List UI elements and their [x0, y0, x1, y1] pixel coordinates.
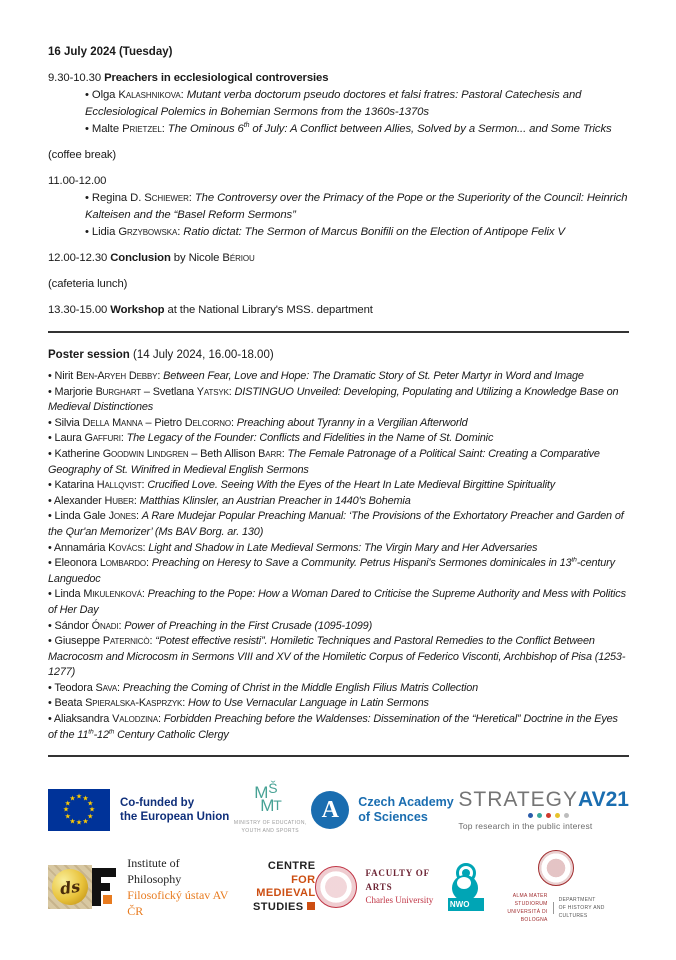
text-segment: Light and Shadow in Late Medieval Sermons: The Virgin Mary and Her Adversaries — [148, 541, 538, 554]
program-group — [48, 250, 629, 267]
text-segment: : — [182, 697, 189, 710]
strategy-dot-icon — [564, 813, 569, 818]
text-segment: 9.30-10.30 — [48, 72, 105, 84]
text-segment: Jones — [108, 510, 136, 523]
text-segment: Hallqvist — [96, 479, 142, 492]
strategy-dot-icon — [537, 813, 542, 818]
cms-square-icon — [307, 902, 315, 910]
eu-label-line1: Co-funded by — [120, 796, 195, 809]
poster-list — [48, 369, 629, 743]
msmt-letter: T — [273, 797, 282, 814]
text-segment: Della Manna — [82, 416, 143, 429]
text-segment: • Giuseppe — [48, 635, 103, 648]
text-segment: of July: A Conflict between Allies, Solved by a Sermon... and Some Tricks — [249, 123, 612, 135]
poster-heading-date: (14 July 2024, 16.00-18.00) — [129, 349, 274, 361]
text-segment: • Eleonora — [48, 557, 100, 570]
strategy-wordmark — [458, 789, 629, 811]
text-segment: Matthias Klinsler, an Austrian Preacher in 1440's Bohemia — [139, 494, 411, 507]
text-segment: (coffee break) — [48, 149, 117, 161]
bologna-logo — [484, 850, 629, 924]
philosophy-label-cz: Filosofický ústav AV ČR — [127, 888, 229, 919]
text-segment: 11.00-12.00 — [48, 175, 107, 187]
eu-flag-icon — [48, 789, 110, 831]
text-segment: Preaching about Tyranny in a Vergilian Afterworld — [236, 416, 468, 429]
text-segment: Preaching to the Pope: How a Woman Dared to Criticise the Supreme Authority and Mess with Politics of Her Day — [48, 588, 626, 616]
poster-entry — [48, 509, 629, 540]
text-segment: Goodwin Lindgren — [102, 447, 189, 460]
poster-entry — [48, 385, 629, 416]
text-segment: : — [281, 447, 288, 460]
text-segment: -century Languedoc — [48, 557, 615, 585]
poster-entry — [48, 431, 629, 447]
poster-entry — [48, 634, 629, 681]
text-segment: Crucified Love. Seeing With the Eyes of the Heart In Late Medieval Birgittine Spirituality — [147, 479, 556, 492]
eu-star-icon: ★ — [62, 806, 70, 814]
text-segment: Ben-Aryeh Debby — [76, 370, 158, 382]
text-segment: Preachers in ecclesiological controversies — [104, 72, 329, 84]
eu-star-icon: ★ — [75, 793, 83, 801]
text-segment: : — [157, 370, 164, 382]
text-segment: : — [228, 385, 235, 398]
text-segment: at the National Library's MSS. department — [164, 304, 373, 316]
program-group — [48, 276, 629, 293]
eu-star-icon: ★ — [87, 813, 94, 821]
text-segment: 13.30-15.00 — [48, 304, 111, 316]
text-segment: • Teodora — [48, 681, 96, 694]
text-segment: • Malte — [85, 123, 123, 135]
text-segment: Workshop — [110, 304, 165, 316]
f-top-bar — [92, 868, 116, 877]
eu-star-icon: ★ — [69, 795, 76, 803]
text-segment: : — [158, 713, 164, 726]
text-segment: • Beata — [48, 697, 86, 710]
program-line — [48, 147, 629, 164]
text-segment: : — [149, 635, 156, 648]
strategy-tagline: Top research in the public interest — [458, 821, 593, 832]
eu-star-icon: ★ — [82, 795, 89, 803]
text-segment: How to Use Vernacular Language in Latin Sermons — [188, 697, 429, 710]
text-segment: : — [161, 123, 168, 135]
text-segment: Yatsyk — [196, 385, 229, 398]
eu-star-icon: ★ — [64, 813, 71, 821]
ims-seal-letters: ds — [50, 867, 91, 908]
program-line — [85, 224, 629, 241]
charles-university-logo — [315, 866, 447, 908]
poster-entry — [48, 447, 629, 478]
msmt-caption-line2: YOUTH AND SPORTS — [241, 827, 299, 834]
text-segment: Forbidden Preaching before the Waldenses: Dissemination of the “Heretical” Doctrine in the Eyes of the 11 — [48, 713, 618, 741]
text-segment: : — [146, 557, 152, 570]
bologna-seal-icon — [538, 850, 574, 886]
text-segment: Grzybowska — [118, 226, 178, 238]
eu-label-line2: the European Union — [120, 811, 230, 824]
text-segment: • Linda Gale — [48, 510, 109, 523]
text-segment: (cafeteria lunch) — [48, 278, 128, 290]
eu-star-icon: ★ — [82, 818, 89, 825]
text-segment: Ratio dictat: The Sermon of Marcus Bonifili on the Election of Antipope Felix V — [183, 226, 565, 238]
text-segment: Preaching the Coming of Christ in the Middle English Filius Matris Collection — [122, 681, 479, 694]
text-segment: Century Catholic Clergy — [114, 728, 229, 741]
charles-university-seal-icon — [315, 866, 357, 908]
text-segment: -12 — [93, 728, 109, 741]
program-group — [48, 173, 629, 241]
text-segment: : — [117, 681, 123, 694]
poster-session-heading — [48, 349, 629, 361]
text-segment: • Olga — [85, 89, 119, 101]
text-segment: • Linda — [48, 588, 84, 601]
czech-academy-emblem-icon — [311, 791, 349, 829]
cas-label — [358, 795, 453, 825]
text-segment: Spieralska-Kasprzyk — [85, 697, 183, 710]
program-group — [48, 302, 629, 319]
text-segment: : — [180, 89, 187, 101]
text-segment: • Katarina — [48, 479, 97, 492]
program-line — [85, 87, 629, 121]
text-segment: : — [188, 192, 195, 204]
text-segment: Mikulenková — [83, 588, 142, 601]
text-segment: The Controversy over the Primacy of the Pope or the Superiority of the Council: Heinrich Kalteisen and the “Basel Reform Sermons” — [85, 192, 628, 221]
cms-line1: CENTRE — [267, 859, 316, 872]
program-group — [48, 147, 629, 164]
institute-of-philosophy-logo — [92, 855, 235, 920]
cas-letter: A — [321, 796, 339, 823]
text-segment: : — [120, 432, 127, 445]
text-segment: Bériou — [222, 252, 255, 264]
logo-row-1 — [48, 781, 629, 839]
text-segment: : — [133, 494, 140, 507]
text-segment: Kalashnikova — [118, 89, 181, 101]
text-segment: The Ominous 6 — [167, 123, 244, 135]
eu-star-icon: ★ — [88, 806, 96, 814]
text-segment: : — [177, 226, 184, 238]
poster-entry — [48, 619, 629, 635]
text-segment: Barr — [258, 447, 282, 460]
poster-entry — [48, 369, 629, 385]
text-segment: Delcorno — [184, 416, 231, 429]
msmt-logo — [233, 780, 307, 835]
text-segment: • Lidia — [85, 226, 119, 238]
poster-entry — [48, 587, 629, 618]
text-segment: Gaffuri — [84, 432, 121, 445]
bologna-name — [484, 892, 548, 924]
text-segment: Preaching on Heresy to Save a Community. Petrus Hispani's Sermones dominicales in 13 — [151, 557, 572, 570]
program-group — [48, 70, 629, 138]
poster-entry — [48, 494, 629, 510]
text-segment: : — [142, 541, 149, 554]
text-segment: by Nicole — [170, 252, 223, 264]
philosophy-label — [127, 855, 235, 920]
charles-university-name: Charles University — [365, 895, 434, 905]
f-mid-bar — [92, 883, 110, 891]
poster-entry — [48, 681, 629, 697]
text-segment: • Regina D. — [85, 192, 145, 204]
eu-logo — [48, 789, 229, 831]
bologna-caption — [484, 892, 629, 924]
program-groups — [48, 70, 629, 319]
eu-star-icon: ★ — [75, 819, 83, 827]
program-line — [48, 276, 629, 293]
text-segment: • Katherine — [48, 447, 103, 460]
text-segment: th — [571, 556, 577, 564]
nwo-logo — [448, 863, 484, 911]
program-line — [85, 190, 629, 224]
strategy-word-part1: STRATEGY — [458, 788, 579, 812]
text-segment: • Aliaksandra — [48, 713, 113, 726]
philosophy-f-icon — [92, 868, 118, 906]
text-segment: Valodzina — [112, 713, 158, 726]
text-segment: • Nirit — [48, 370, 77, 382]
text-segment: 12.00-12.30 — [48, 252, 111, 264]
text-segment: Burghart — [95, 385, 142, 398]
page-content — [48, 46, 629, 924]
poster-entry — [48, 556, 629, 587]
eu-star-icon: ★ — [64, 800, 71, 808]
text-segment: Lombardo — [99, 557, 147, 570]
msmt-caption-line1: MINISTRY OF EDUCATION, — [233, 820, 307, 827]
nwo-label: NWO — [448, 898, 484, 911]
text-segment: DISTINGUO Unveiled: Developing, Populating and Utilizing a Knowledge Base on Medieval Distinctiones — [48, 385, 619, 414]
text-segment: The Female Patronage of a Political Saint: Creating a Comparative Geography of St. Winifred in Medieval English Sermons — [48, 447, 600, 476]
msmt-caption — [234, 820, 307, 835]
msmt-letter: M — [254, 783, 269, 803]
program-line — [48, 70, 629, 87]
eu-star-icon: ★ — [69, 818, 76, 825]
poster-heading-title: Poster session — [48, 349, 130, 361]
text-segment: th — [88, 728, 94, 736]
faculty-of-arts-label: FACULTY OF ARTS — [365, 868, 430, 892]
text-segment: th — [108, 728, 115, 736]
f-orange-square — [103, 895, 112, 904]
date-header: 16 July 2024 (Tuesday) — [48, 46, 173, 58]
text-segment: • Marjorie — [48, 385, 96, 398]
text-segment: Paternicò — [102, 635, 150, 648]
text-segment: Huber — [104, 494, 134, 507]
program-line — [48, 250, 629, 267]
text-segment: A Rare Mudejar Popular Preaching Manual: ‘The Provisions of the Exhortatory Preacher and Garden of the Qur'an Memorizer’ (Ms BAV Borg. ar. 130) — [48, 510, 624, 538]
eu-star-icon: ★ — [87, 800, 94, 808]
text-segment: Between Fear, Love and Hope: The Dramatic Story of St. Peter Martyr in Word and Image — [163, 370, 584, 382]
text-segment: • Laura — [48, 432, 85, 445]
text-segment: “Potest effective resisti”. Homiletic Techniques and Pastoral Remedies to the Conflict Between Macrocosm and Microcosm in Sermons VIII and XV of the Homiletic Corpus of Federico Visconti, Archbishop of Pisa (1253-1277) — [48, 635, 626, 679]
bologna-department — [559, 896, 629, 920]
bologna-dept-line1: DEPARTMENT — [558, 897, 596, 904]
text-segment: : — [231, 416, 237, 429]
poster-entry — [48, 541, 629, 557]
text-segment: : — [141, 588, 148, 601]
text-segment: Ónadi — [91, 619, 119, 632]
cms-line3 — [235, 901, 315, 915]
bologna-dept-line2: OF HISTORY AND CULTURES — [558, 905, 605, 920]
text-segment: Conclusion — [110, 252, 171, 264]
strategy-dots-icon — [528, 813, 629, 818]
text-segment: – Svetlana — [141, 385, 197, 398]
poster-entry — [48, 712, 629, 743]
text-segment: • Sándor — [48, 619, 92, 632]
strategy-dot-icon — [546, 813, 551, 818]
strategy-dot-icon — [555, 813, 560, 818]
czech-academy-logo — [311, 791, 453, 829]
text-segment: – Pietro — [142, 416, 185, 429]
cas-label-line2: of Sciences — [358, 810, 428, 825]
strategy-av21-logo — [458, 789, 629, 831]
logo-row-2 — [48, 855, 629, 924]
cms-line2: FOR MEDIEVAL — [256, 873, 316, 900]
text-segment: : — [135, 510, 142, 523]
text-segment: Prietzel — [122, 123, 162, 135]
text-segment: : — [118, 619, 125, 632]
philosophy-label-en: Institute of Philosophy — [127, 855, 182, 887]
ims-seal-icon — [48, 865, 92, 909]
poster-entry — [48, 696, 629, 712]
program-line — [48, 302, 629, 319]
text-segment: Kovács — [108, 541, 143, 554]
charles-university-label — [365, 867, 447, 908]
text-segment: Sava — [95, 681, 118, 694]
eu-label — [120, 796, 229, 825]
centre-for-medieval-studies-logo — [235, 860, 315, 915]
bologna-divider — [553, 902, 554, 914]
text-segment: Mutant verba doctorum pseudo doctores et falsi fratres: Pastoral Catechesis and Ecclesiological Polemics in Bohemian Sermons from the 1360s-1370s — [85, 89, 582, 118]
strategy-word-part2: AV21 — [578, 788, 629, 812]
text-segment: The Legacy of the Founder: Conflicts and Fidelities in the Name of St. Dominic — [126, 432, 494, 445]
bologna-name-line1: ALMA MATER STUDIORUM — [512, 893, 548, 908]
msmt-monogram-icon — [246, 780, 294, 817]
poster-entry — [48, 478, 629, 494]
text-segment: • Alexander — [48, 494, 105, 507]
msmt-letter: Š — [268, 780, 278, 797]
cms-line3-text: STUDIES — [253, 901, 304, 913]
text-segment: : — [141, 479, 148, 492]
text-segment: – Beth Allison — [188, 447, 259, 460]
section-divider-bottom — [48, 755, 629, 757]
text-segment: • Silvia — [48, 416, 83, 429]
msmt-letter: M — [260, 796, 275, 816]
bologna-name-line2: UNIVERSITÀ DI BOLOGNA — [507, 909, 548, 924]
text-segment: th — [243, 122, 250, 130]
program-line — [48, 173, 629, 190]
text-segment: Power of Preaching in the First Crusade (1095-1099) — [124, 619, 373, 632]
text-segment: Schiewer — [144, 192, 189, 204]
cas-label-line1: Czech Academy — [358, 795, 454, 810]
strategy-dot-icon — [528, 813, 533, 818]
text-segment: • Annamária — [48, 541, 109, 554]
section-divider-top — [48, 331, 629, 333]
poster-entry — [48, 416, 629, 432]
program-line — [85, 121, 629, 138]
